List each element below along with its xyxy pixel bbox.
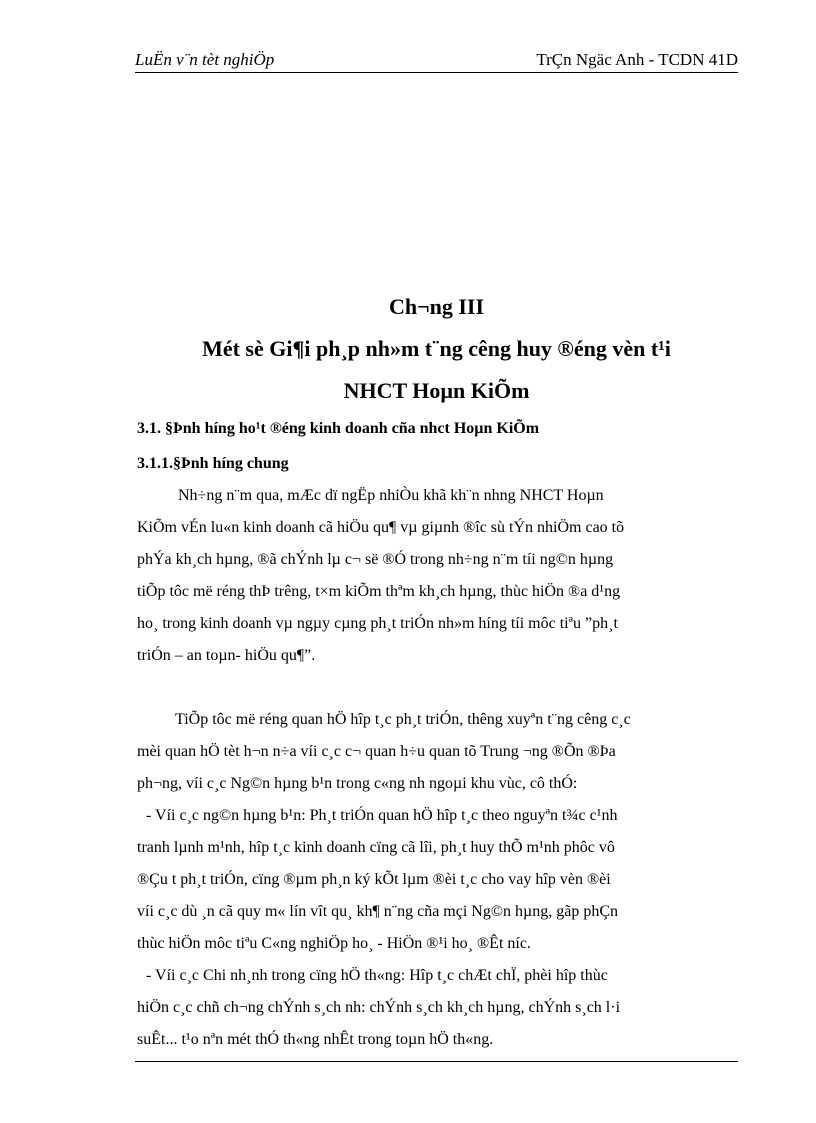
body-line: Nh÷ng n¨m qua, mÆc dï ngËp nhiÒu khã kh¨n nhng NHCT Hoµn xyxy=(178,487,604,504)
section-heading: 3.1. §Þnh híng ho¹t ®éng kinh doanh cña nhct Hoµn KiÕm xyxy=(137,420,540,437)
header-thesis-label: LuËn v¨n tèt nghiÖp xyxy=(135,50,275,69)
header-author: TrÇn Ngäc Anh - TCDN 41D xyxy=(536,50,738,69)
body-line: TiÕp tôc më réng quan hÖ hîp t¸c ph¸t triÓn, thêng xuyªn t¨ng cêng c¸c xyxy=(175,711,631,728)
body-line: thùc hiÖn môc tiªu C«ng nghiÖp ho¸ - HiÖn ®¹i ho¸ ®Êt níc. xyxy=(137,935,531,952)
body-line: - Víi c¸c Chi nh¸nh trong cïng hÖ th«ng: Hîp t¸c chÆt chÏ, phèi hîp thùc xyxy=(146,967,608,984)
body-line: ®Çu t ph¸t triÓn, cïng ®µm ph¸n ký kÕt lµm ®èi t¸c cho vay hîp vèn ®èi xyxy=(137,871,611,888)
footer-rule xyxy=(135,1061,738,1062)
body-line: hiÖn c¸c chñ ch¬ng chÝnh s¸ch nh: chÝnh s¸ch kh¸ch hµng, chÝnh s¸ch l·i xyxy=(137,999,621,1016)
subsection-heading: 3.1.1.§Þnh híng chung xyxy=(137,455,289,472)
body-line: tranh lµnh m¹nh, hîp t¸c kinh doanh cïng cã lîi, ph¸t huy thÕ m¹nh phôc vô xyxy=(137,839,615,856)
body-line: mèi quan hÖ tèt h¬n n÷a víi c¸c c¬ quan h÷u quan tõ Trung ¬ng ®Õn ®Þa xyxy=(137,743,616,760)
body-line: ph¬ng, víi c¸c Ng©n hµng b¹n trong c«ng nh ngoµi khu vùc, cô thÓ: xyxy=(137,775,578,792)
body-line: víi c¸c dù ¸n cã quy m« lín vît qu¸ kh¶ n¨ng cña mçi Ng©n hµng, gãp phÇn xyxy=(137,903,618,920)
body-line: suÊt... t¹o nªn mét thÓ th«ng nhÊt trong toµn hÖ th«ng. xyxy=(137,1031,494,1048)
body-line: ho¸ trong kinh doanh vµ ngµy cµng ph¸t triÓn nh»m híng tíi môc tiªu ”ph¸t xyxy=(137,615,618,632)
chapter-title-line-1: Mét sè Gi¶i ph¸p nh»m t¨ng cêng huy ®éng vèn t¹i xyxy=(202,336,671,361)
body-line: - Víi c¸c ng©n hµng b¹n: Ph¸t triÓn quan hÖ hîp t¸c theo nguyªn t¾c c¹nh xyxy=(146,807,618,824)
chapter-title-line-2: NHCT Hoµn KiÕm xyxy=(343,378,530,403)
page-header xyxy=(135,48,738,73)
chapter-number: Ch¬ng III xyxy=(388,294,485,319)
body-line: KiÕm vÉn lu«n kinh doanh cã hiÖu qu¶ vµ giµnh ®îc sù tÝn nhiÖm cao tõ xyxy=(137,519,625,536)
body-line: phÝa kh¸ch hµng, ®ã chÝnh lµ c¬ së ®Ó trong nh÷ng n¨m tíi ng©n hµng xyxy=(137,551,614,568)
body-line: tiÕp tôc më réng thÞ trêng, t×m kiÕm thªm kh¸ch hµng, thùc hiÖn ®a d¹ng xyxy=(137,583,621,600)
body-line: triÓn – an toµn- hiÖu qu¶”. xyxy=(137,647,316,664)
